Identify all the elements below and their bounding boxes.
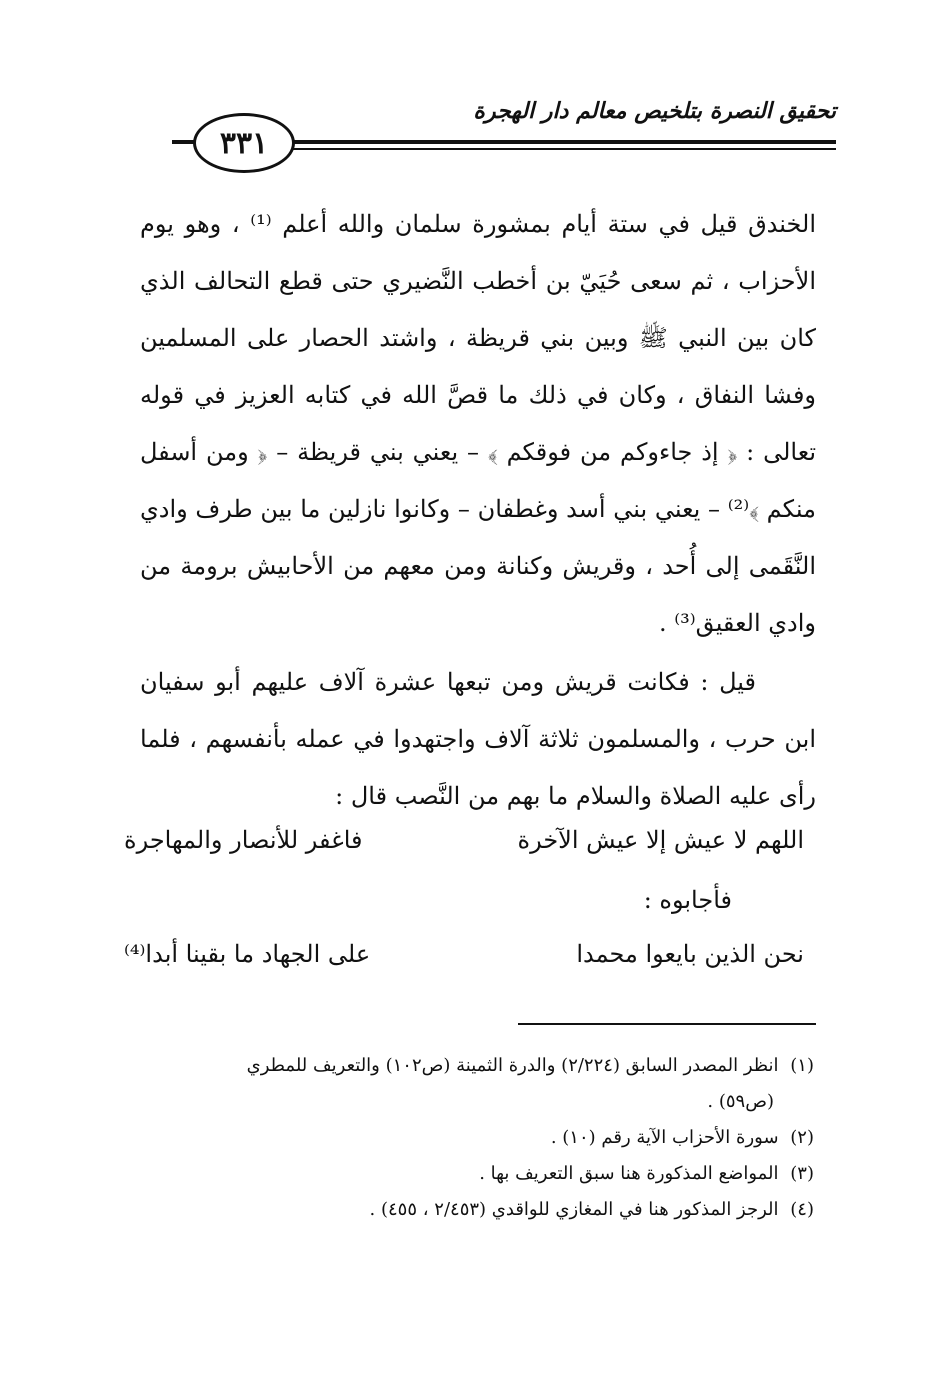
verse-2-second-hemistich: على الجهاد ما بقينا أبدا⁽⁴⁾ xyxy=(124,940,371,968)
verse-1-second-hemistich: فاغفر للأنصار والمهاجرة xyxy=(124,826,363,854)
main-text xyxy=(140,196,816,825)
running-title: تحقيق النصرة بتلخيص معالم دار الهجرة xyxy=(473,98,836,124)
footnotes xyxy=(130,1048,814,1228)
verse-2 xyxy=(124,940,804,980)
footnote-number: (٤) xyxy=(790,1199,814,1220)
footnote-1-continuation: (ص٥٩) . xyxy=(707,1091,774,1112)
verse-1 xyxy=(124,826,804,866)
footnote-2 xyxy=(130,1120,814,1156)
page-number: ٣٣١ xyxy=(219,125,269,161)
paragraph-1: الخندق قيل في ستة أيام بمشورة سلمان والله أعلم ⁽¹⁾ ، وهو يوم الأحزاب ، ثم سعى حُيَيّ بن أخطب النَّضيري حتى قطع التحالف الذي كان بين النبي ﷺ وبين بني قريظة ، واشتد الحصار على المسلمين وفشا النفاق ، وكان في ذلك ما قصَّ الله في كتابه العزيز في قوله تعالى : ﴿ إذ جاءوكم من فوقكم ﴾ – يعني بني قريظة – ﴿ ومن أسفل منكم ﴾⁽²⁾ – يعني بني أسد وغطفان – وكانوا نازلين ما بين طرف وادي النَّقَمى إلى أُحد ، وقريش وكنانة ومن معهم من الأحابيش برومة من وادي العقيق⁽³⁾ . xyxy=(140,210,817,637)
footnote-1 xyxy=(130,1048,814,1084)
footnote-text: سورة الأحزاب الآية رقم (١٠) . xyxy=(550,1127,779,1148)
footnote-text: انظر المصدر السابق (٢/٢٢٤) والدرة الثمينة (ص١٠٢) والتعريف للمطري xyxy=(246,1055,779,1076)
footnote-3 xyxy=(130,1156,814,1192)
header-rule-thick xyxy=(278,140,836,144)
page-number-badge xyxy=(193,113,295,173)
footnote-number: (٣) xyxy=(790,1163,814,1184)
header-rule-thin xyxy=(278,148,836,150)
footnote-number: (٢) xyxy=(790,1127,814,1148)
footnote-text: الرجز المذكور هنا في المغازي للواقدي (٢/٤٥٣ ، ٤٥٥) . xyxy=(369,1199,779,1220)
footnote-number: (١) xyxy=(790,1055,814,1076)
paragraph-2: قيل : فكانت قريش ومن تبعها عشرة آلاف عليهم أبو سفيان ابن حرب ، والمسلمون ثلاثة آلاف واجتهدوا في عمله بأنفسهم ، فلما رأى عليه الصلاة والسلام ما بهم من النَّصب قال : xyxy=(140,668,817,810)
answer-label: فأجابوه : xyxy=(643,886,732,914)
footnote-separator xyxy=(518,1023,816,1025)
footnote-text: المواضع المذكورة هنا سبق التعريف بها . xyxy=(479,1163,779,1184)
footnote-4 xyxy=(130,1192,814,1228)
verse-1-first-hemistich: اللهم لا عيش إلا عيش الآخرة xyxy=(517,826,804,854)
verse-2-first-hemistich: نحن الذين بايعوا محمدا xyxy=(576,940,804,968)
page-header xyxy=(0,0,944,160)
